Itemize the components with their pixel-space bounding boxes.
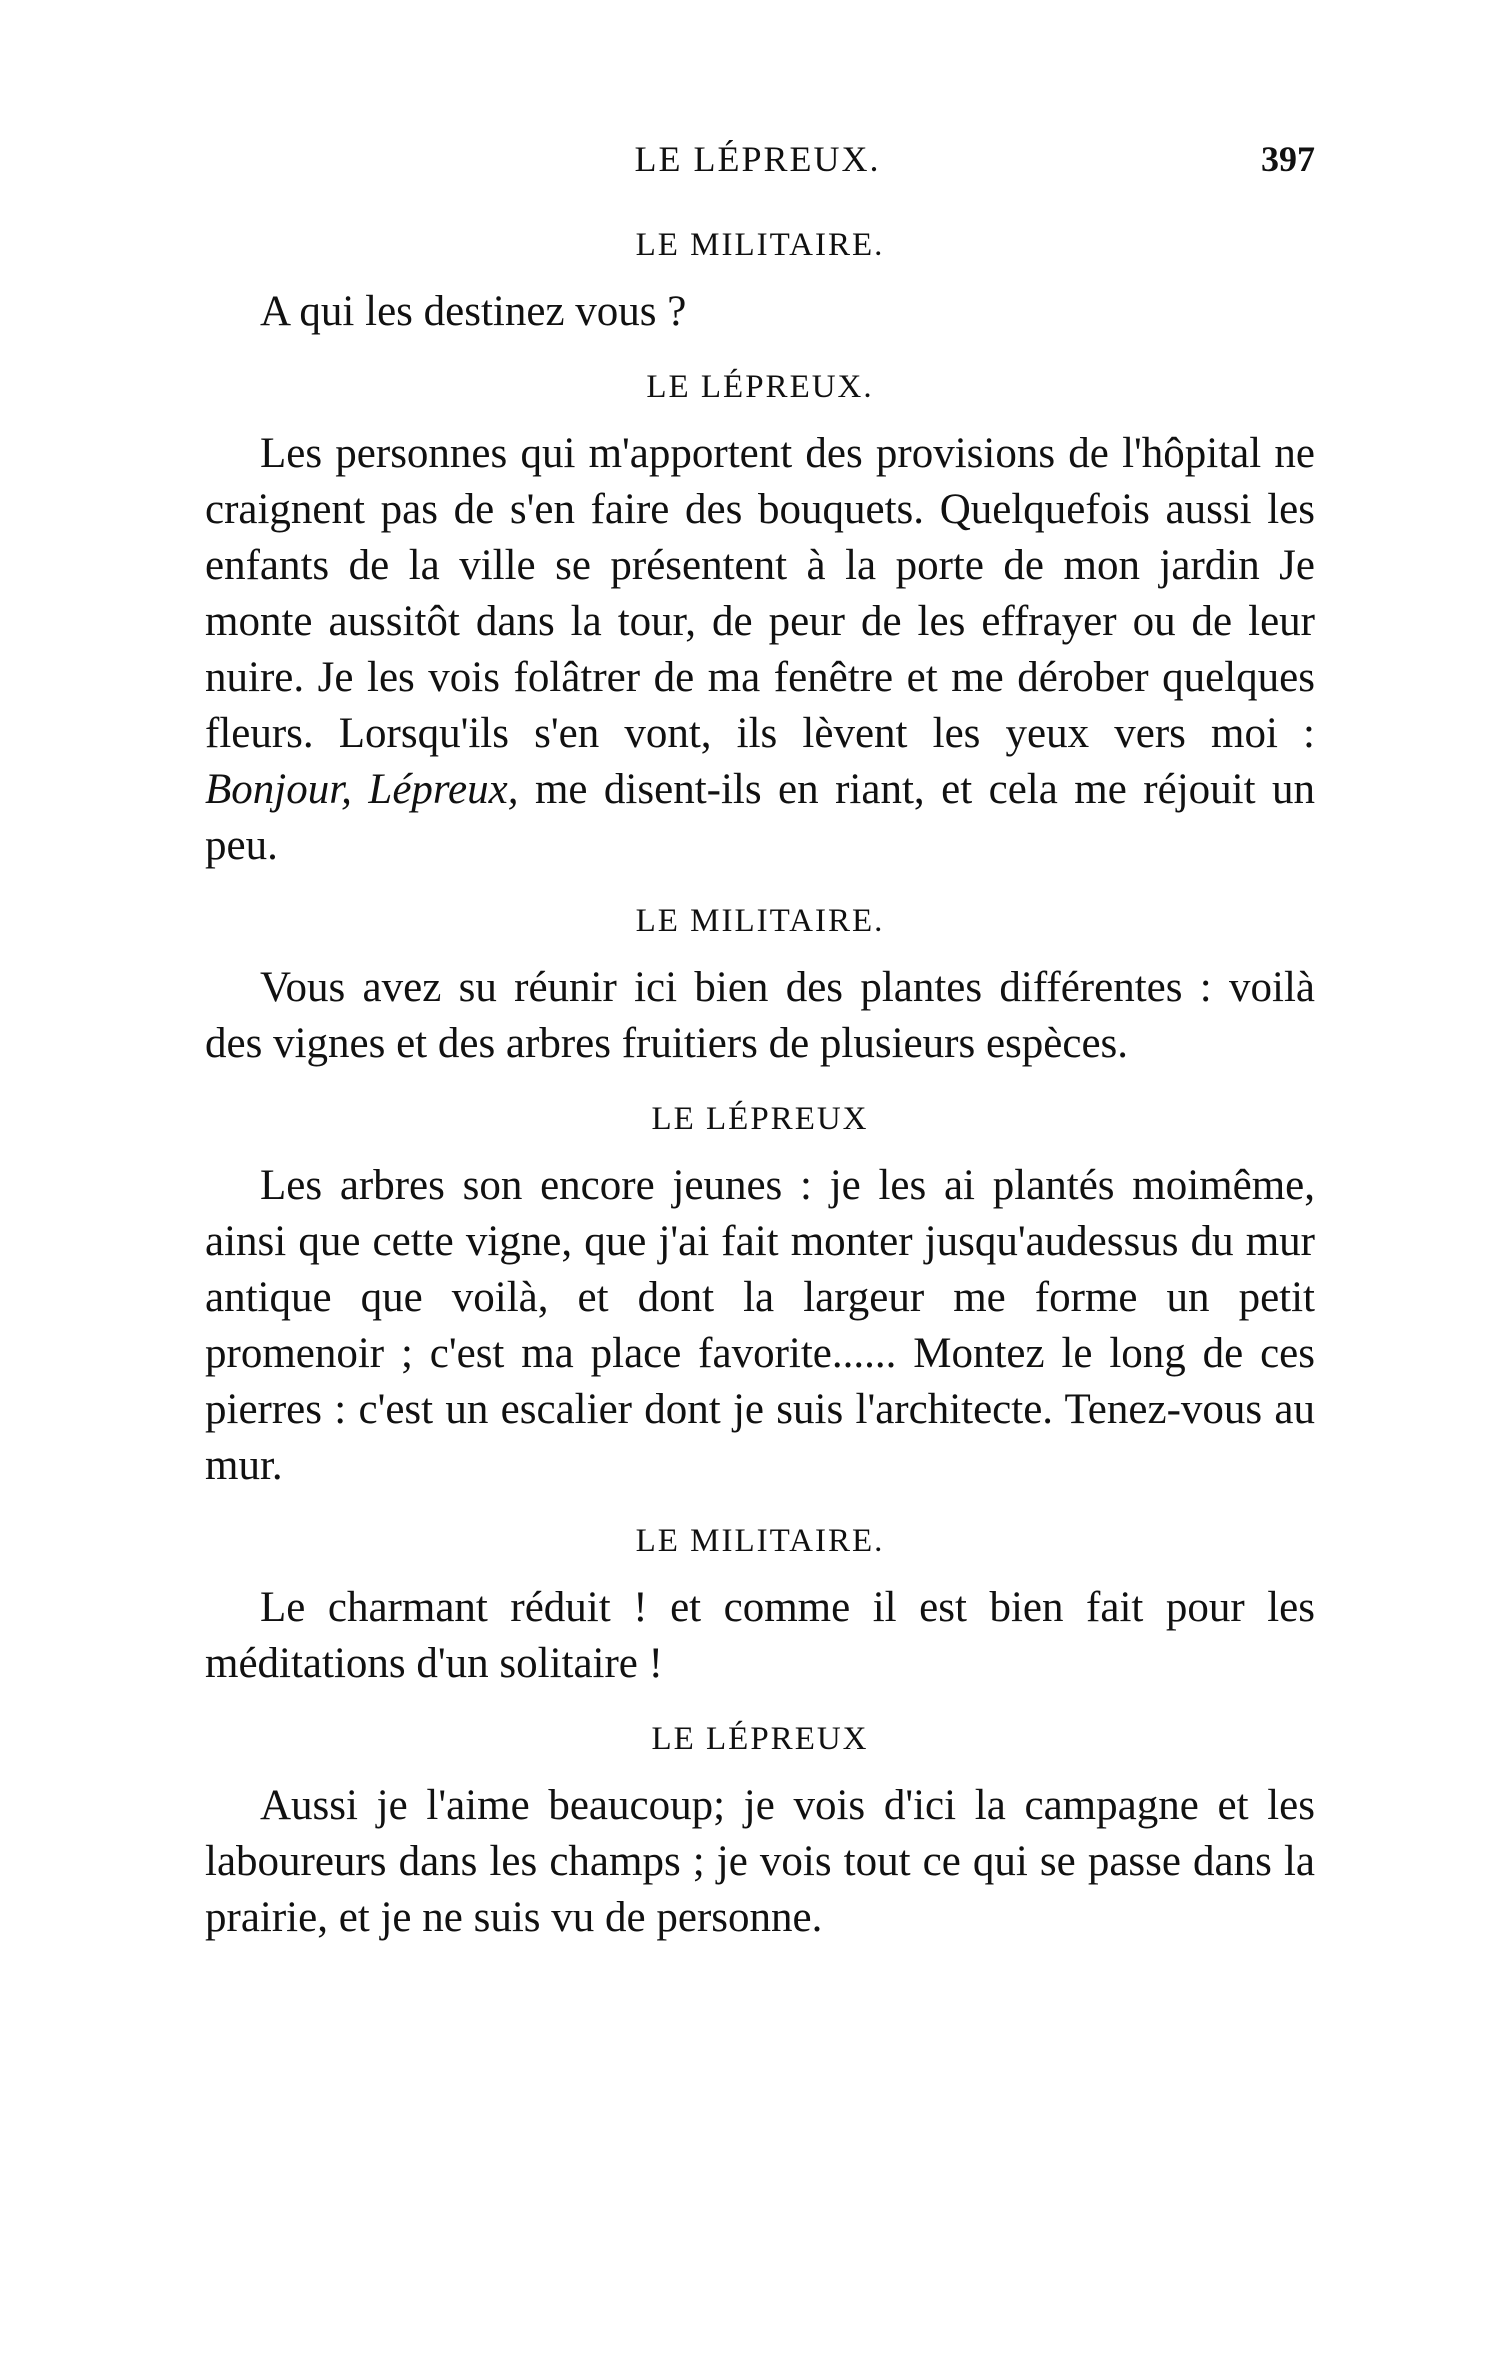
italic-name: Lépreux,	[368, 766, 519, 813]
speaker-label: LE MILITAIRE.	[635, 1523, 885, 1559]
speaker-label: LE MILITAIRE.	[635, 903, 885, 939]
page-header	[200, 138, 1315, 188]
dialogue-body	[205, 222, 1315, 1970]
speech-paragraph: Le charmant réduit ! et comme il est bien fait pour les méditations d'un solitaire !	[205, 1584, 1315, 1687]
italic-greeting: Bonjour,	[205, 766, 352, 813]
speech-text-end: me disent-ils en riant, et cela me réjouit un peu.	[205, 766, 1316, 869]
running-title: LE LÉPREUX.	[634, 139, 881, 179]
speech-paragraph: Vous avez su réunir ici bien des plantes différentes : voilà des vignes et des arbres fruitiers de plusieurs espèces.	[205, 964, 1315, 1067]
speech-paragraph: Aussi je l'aime beaucoup; je vois d'ici la campagne et les laboureurs dans les champs ; je vois tout ce qui se passe dans la prairie, et je ne suis vu de personne.	[205, 1782, 1315, 1941]
speaker-label: LE LÉPREUX.	[646, 369, 874, 405]
speaker-label: LE MILITAIRE.	[635, 227, 885, 263]
page-number: 397	[1261, 139, 1315, 179]
speech-text: Les personnes qui m'apportent des provisions de l'hôpital ne craignent pas de s'en faire des bouquets. Quelquefois aussi les enfants de la ville se présentent à la porte de mon jardin Je monte aussitôt dans la tour, de peur de les effrayer ou de leur nuire. Je les vois folâtrer de ma fenêtre et me dérober quelques fleurs. Lorsqu'ils s'en vont, ils lèvent les yeux vers moi :	[205, 430, 1315, 757]
speaker-label: LE LÉPREUX	[651, 1721, 869, 1757]
speech-paragraph: Les arbres son encore jeunes : je les ai plantés moimême, ainsi que cette vigne, que j'ai fait monter jusqu'audessus du mur antique que voilà, et dont la largeur me forme un petit promenoir ; c'est ma place favorite...... Montez le long de ces pierres : c'est un escalier dont je suis l'architecte. Tenez-vous au mur.	[205, 1162, 1315, 1489]
speech-paragraph: A qui les destinez vous ?	[260, 288, 687, 335]
speech-paragraph	[205, 426, 1315, 874]
speaker-label: LE LÉPREUX	[651, 1101, 869, 1137]
